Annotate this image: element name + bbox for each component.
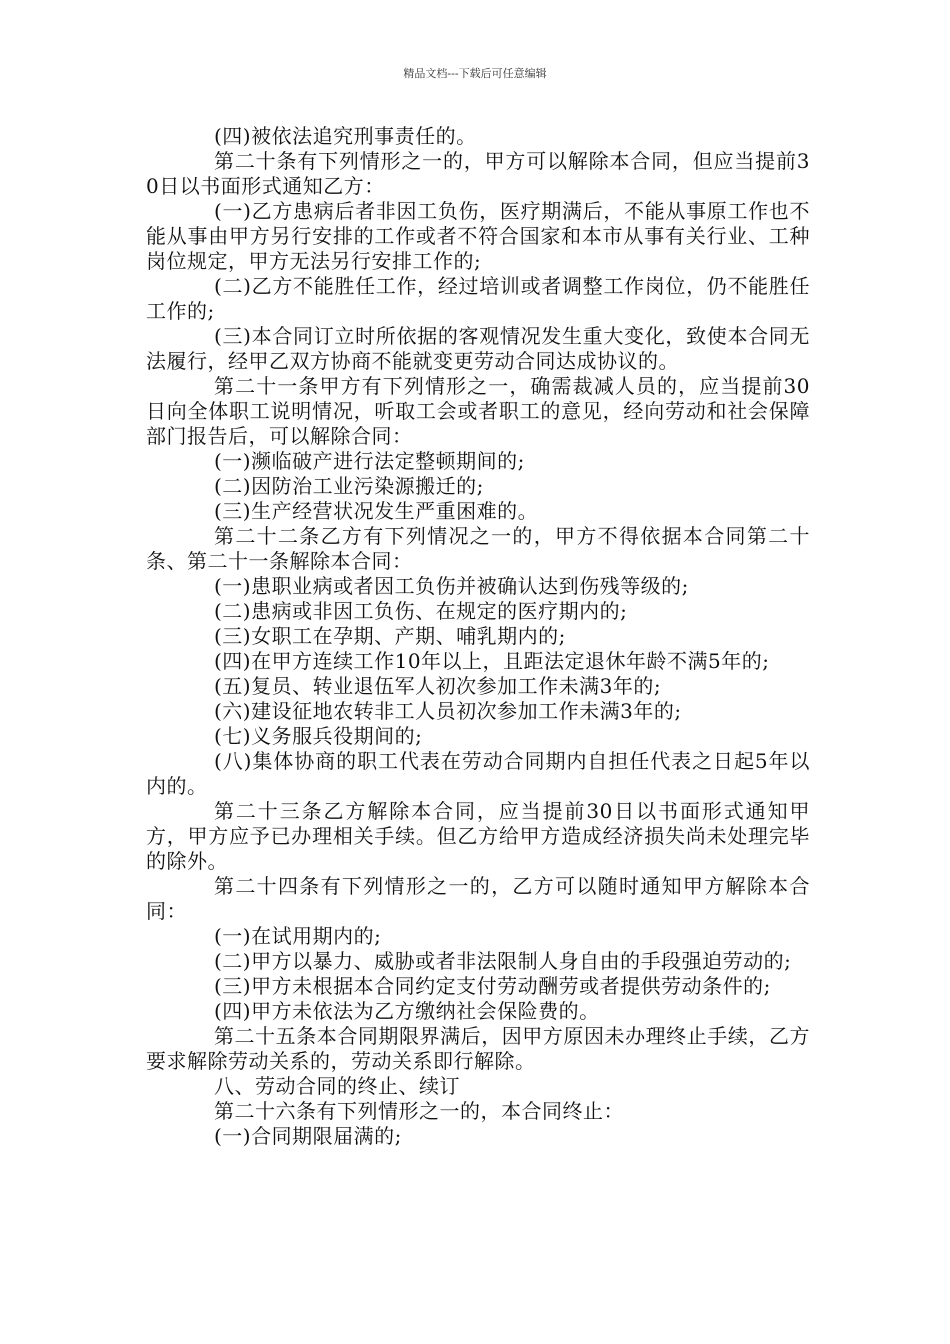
paragraph: (三)生产经营状况发生严重困难的。 xyxy=(214,499,539,523)
paragraph: (二)乙方不能胜任工作，经过培训或者调整工作岗位，仍不能胜任工作的; xyxy=(146,274,810,323)
document-body xyxy=(146,124,810,1149)
paragraph: (七)义务服兵役期间的; xyxy=(214,724,423,748)
paragraph: (二)患病或非因工负伤、在规定的医疗期内的; xyxy=(214,599,628,623)
paragraph: (三)甲方未根据本合同约定支付劳动酬劳或者提供劳动条件的; xyxy=(214,974,771,998)
paragraph: (四)被依法追究刑事责任的。 xyxy=(214,124,477,148)
page-header: 精品文档---下载后可任意编辑 xyxy=(403,67,547,80)
paragraph: (一)乙方患病后者非因工负伤，医疗期满后，不能从事原工作也不能从事由甲方另行安排的工作或者不符合国家和本市从事有关行业、工种岗位规定，甲方无法另行安排工作的; xyxy=(146,199,810,273)
paragraph: (一)患职业病或者因工负伤并被确认达到伤残等级的; xyxy=(214,574,689,598)
paragraph: (六)建设征地农转非工人员初次参加工作未满3年的; xyxy=(214,699,682,723)
paragraph: 第二十条有下列情形之一的，甲方可以解除本合同，但应当提前30日以书面形式通知乙方： xyxy=(146,149,810,198)
paragraph: 第二十五条本合同期限界满后，因甲方原因未办理终止手续，乙方要求解除劳动关系的，劳动关系即行解除。 xyxy=(146,1024,810,1073)
section-heading: 八、劳动合同的终止、续订 xyxy=(214,1074,460,1098)
paragraph: (一)在试用期内的; xyxy=(214,924,382,948)
paragraph: 第二十一条甲方有下列情形之一，确需裁减人员的，应当提前30日向全体职工说明情况，听取工会或者职工的意见，经向劳动和社会保障部门报告后，可以解除合同： xyxy=(146,374,810,448)
paragraph: (四)甲方未依法为乙方缴纳社会保险费的。 xyxy=(214,999,600,1023)
paragraph: 第二十四条有下列情形之一的，乙方可以随时通知甲方解除本合同： xyxy=(146,874,810,923)
paragraph: (一)濒临破产进行法定整顿期间的; xyxy=(214,449,525,473)
paragraph: (四)在甲方连续工作10年以上，且距法定退休年龄不满5年的; xyxy=(214,649,770,673)
paragraph: (三)本合同订立时所依据的客观情况发生重大变化，致使本合同无法履行，经甲乙双方协商不能就变更劳动合同达成协议的。 xyxy=(146,324,810,373)
paragraph: (二)甲方以暴力、威胁或者非法限制人身自由的手段强迫劳动的; xyxy=(214,949,792,973)
paragraph: (二)因防治工业污染源搬迁的; xyxy=(214,474,484,498)
paragraph: (五)复员、转业退伍军人初次参加工作未满3年的; xyxy=(214,674,662,698)
paragraph: (八)集体协商的职工代表在劳动合同期内自担任代表之日起5年以内的。 xyxy=(146,749,810,798)
paragraph: (三)女职工在孕期、产期、哺乳期内的; xyxy=(214,624,566,648)
paragraph: 第二十二条乙方有下列情况之一的，甲方不得依据本合同第二十条、第二十一条解除本合同： xyxy=(146,524,810,573)
paragraph: (一)合同期限届满的; xyxy=(214,1124,402,1148)
paragraph: 第二十三条乙方解除本合同，应当提前30日以书面形式通知甲方，甲方应予已办理相关手续。但乙方给甲方造成经济损失尚未处理完毕的除外。 xyxy=(146,799,810,873)
paragraph: 第二十六条有下列情形之一的，本合同终止： xyxy=(214,1099,624,1123)
